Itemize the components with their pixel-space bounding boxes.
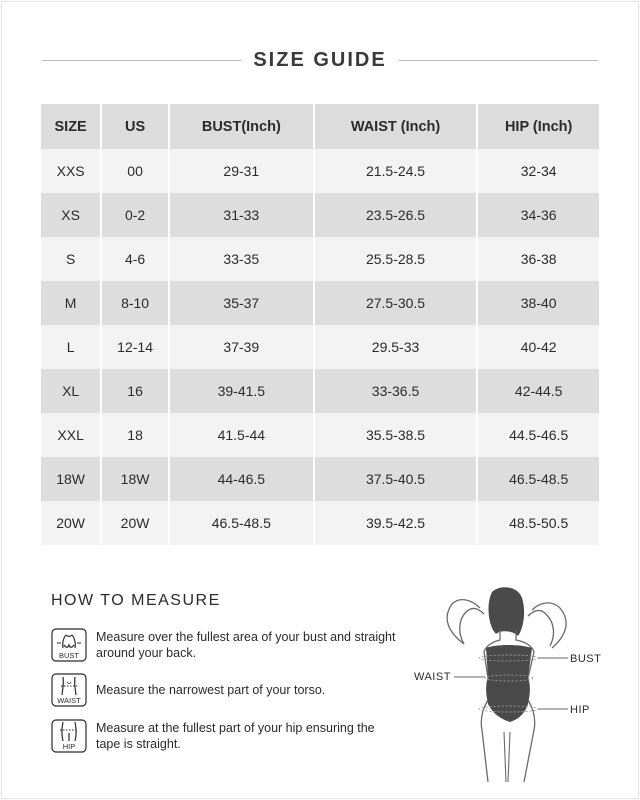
table-cell: XS xyxy=(41,193,102,237)
table-cell: 34-36 xyxy=(478,193,599,237)
table-row xyxy=(41,325,599,369)
measure-text-hip: Measure at the fullest part of your hip ensuring the tape is straight. xyxy=(96,721,375,751)
table-row xyxy=(41,369,599,413)
table-cell: 18 xyxy=(102,413,170,457)
bust-label: BUST xyxy=(570,653,602,665)
table-cell: 16 xyxy=(102,369,170,413)
measure-item-waist xyxy=(51,673,396,707)
hip-label: HIP xyxy=(570,704,590,716)
title-rule-left xyxy=(42,60,241,61)
table-header-row xyxy=(41,104,599,149)
measure-text-waist: Measure the narrowest part of your torso. xyxy=(96,683,326,697)
title-row xyxy=(42,46,598,74)
table-cell: M xyxy=(41,281,102,325)
table-cell: 25.5-28.5 xyxy=(315,237,479,281)
table-cell: 18W xyxy=(102,457,170,501)
table-cell: 42-44.5 xyxy=(478,369,599,413)
body-measurement-figure xyxy=(400,582,620,782)
table-cell: 48.5-50.5 xyxy=(478,501,599,545)
table-cell: 33-36.5 xyxy=(315,369,479,413)
table-cell: S xyxy=(41,237,102,281)
table-cell: 20W xyxy=(102,501,170,545)
column-header: BUST(Inch) xyxy=(170,104,315,149)
column-header: WAIST (Inch) xyxy=(315,104,479,149)
column-header: SIZE xyxy=(41,104,102,149)
table-cell: 35.5-38.5 xyxy=(315,413,479,457)
table-cell: L xyxy=(41,325,102,369)
measure-item-bust xyxy=(51,628,396,662)
table-cell: 20W xyxy=(41,501,102,545)
size-table xyxy=(41,104,599,545)
table-cell: 27.5-30.5 xyxy=(315,281,479,325)
column-header: HIP (Inch) xyxy=(478,104,599,149)
table-cell: 4-6 xyxy=(102,237,170,281)
table-cell: 0-2 xyxy=(102,193,170,237)
page-title: SIZE GUIDE xyxy=(253,48,387,71)
waist-label: WAIST xyxy=(414,671,451,683)
table-cell: 44-46.5 xyxy=(170,457,315,501)
table-cell: XL xyxy=(41,369,102,413)
table-cell: 41.5-44 xyxy=(170,413,315,457)
bust-icon-label: BUST xyxy=(58,651,80,660)
how-to-measure-heading: HOW TO MEASURE xyxy=(51,592,221,609)
table-cell: 44.5-46.5 xyxy=(478,413,599,457)
table-cell: 33-35 xyxy=(170,237,315,281)
title-rule-right xyxy=(399,60,598,61)
table-cell: 29-31 xyxy=(170,149,315,193)
table-cell: 32-34 xyxy=(478,149,599,193)
bust-icon xyxy=(51,628,87,662)
waist-icon xyxy=(51,673,87,707)
waist-icon-label: WAIST xyxy=(57,696,81,705)
table-cell: 12-14 xyxy=(102,325,170,369)
table-cell: 37.5-40.5 xyxy=(315,457,479,501)
table-cell: 00 xyxy=(102,149,170,193)
table-cell: 37-39 xyxy=(170,325,315,369)
measure-text-bust: Measure over the fullest area of your bust and straight around your back. xyxy=(96,630,396,660)
table-cell: 39-41.5 xyxy=(170,369,315,413)
hip-icon-label: HIP xyxy=(62,742,76,751)
table-cell: 31-33 xyxy=(170,193,315,237)
column-header: US xyxy=(102,104,170,149)
table-cell: 38-40 xyxy=(478,281,599,325)
table-cell: XXL xyxy=(41,413,102,457)
table-cell: 36-38 xyxy=(478,237,599,281)
table-cell: 23.5-26.5 xyxy=(315,193,479,237)
table-row xyxy=(41,501,599,545)
table-cell: XXS xyxy=(41,149,102,193)
table-cell: 21.5-24.5 xyxy=(315,149,479,193)
table-cell: 8-10 xyxy=(102,281,170,325)
table-cell: 18W xyxy=(41,457,102,501)
table-row xyxy=(41,281,599,325)
table-cell: 35-37 xyxy=(170,281,315,325)
table-row xyxy=(41,413,599,457)
table-cell: 46.5-48.5 xyxy=(478,457,599,501)
table-cell: 40-42 xyxy=(478,325,599,369)
table-cell: 46.5-48.5 xyxy=(170,501,315,545)
table-cell: 39.5-42.5 xyxy=(315,501,479,545)
hip-icon xyxy=(51,719,87,753)
table-row xyxy=(41,237,599,281)
table-cell: 29.5-33 xyxy=(315,325,479,369)
table-row xyxy=(41,457,599,501)
table-row xyxy=(41,193,599,237)
table-row xyxy=(41,149,599,193)
measure-item-hip xyxy=(51,719,396,753)
